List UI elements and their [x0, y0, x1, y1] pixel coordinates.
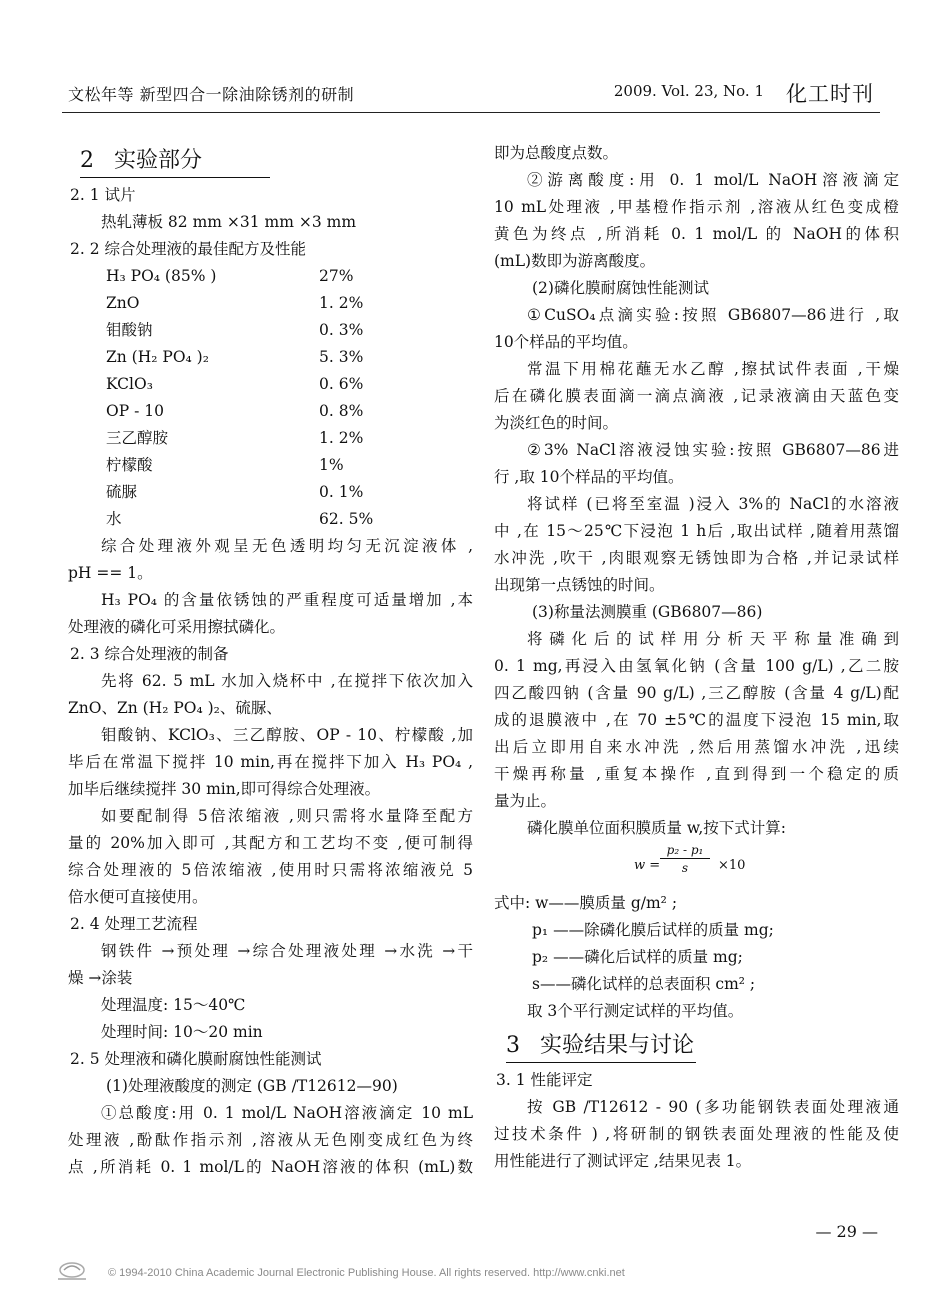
text-line: 如要配制得 5倍浓缩液 ,则只需将水量降至配方	[101, 807, 473, 825]
component-percent: 62. 5%	[319, 510, 374, 528]
text-line: 黄色为终点 ,所消耗 0. 1 mol/L 的 NaOH的体积	[494, 225, 899, 243]
text-line: ①CuSO₄点滴实验:按照 GB6807—86进行 ,取	[527, 306, 899, 324]
text-line: 为淡红色的时间。	[494, 414, 619, 432]
text-line: 燥 →涂装	[68, 969, 133, 987]
text-line: 钢铁件 →预处理 →综合处理液处理 →水洗 →干	[101, 942, 473, 960]
copyright-footer: © 1994-2010 China Academic Journal Electronic Publishing House. All rights reserved. http://www.cnki.net	[108, 1267, 625, 1279]
page-number: — 29 —	[815, 1222, 878, 1241]
component-name: 硫脲	[106, 483, 138, 501]
header-journal: 化工时刊	[786, 82, 874, 106]
text-line: 用性能进行了测试评定 ,结果见表 1。	[494, 1152, 752, 1170]
component-percent: 1. 2%	[319, 429, 364, 447]
text-line: 综合处理液的 5倍浓缩液 ,使用时只需将浓缩液兑 5	[68, 861, 473, 879]
text-line: 按 GB /T12612 - 90 (多功能钢铁表面处理液通	[527, 1098, 899, 1116]
component-percent: 0. 1%	[319, 483, 364, 501]
component-percent: 1%	[319, 456, 344, 474]
text-line: 处理时间: 10～20 min	[101, 1023, 263, 1041]
component-name: Zn (H₂ PO₄ )₂	[106, 348, 209, 366]
component-percent: 0. 8%	[319, 402, 364, 420]
text-line: 先将 62. 5 mL 水加入烧杯中 ,在搅拌下依次加入	[101, 672, 473, 690]
text-line: 成的退膜液中 ,在 70 ±5℃的温度下浸泡 15 min,取	[494, 711, 899, 729]
component-percent: 1. 2%	[319, 294, 364, 312]
component-percent: 27%	[319, 267, 354, 285]
subsection-heading: 2. 1 试片	[70, 186, 136, 204]
formula-table-row	[68, 398, 473, 425]
text-line: 10个样品的平均值。	[494, 333, 638, 351]
formula-table-row	[68, 371, 473, 398]
component-percent: 5. 3%	[319, 348, 364, 366]
text-line: p₂ ——磷化后试样的质量 mg;	[532, 948, 743, 966]
header-rule	[62, 112, 880, 113]
text-line: 式中: w——膜质量 g/m² ;	[494, 894, 678, 912]
running-header	[0, 70, 950, 110]
cnki-logo-icon	[52, 1260, 92, 1282]
formula-table-row	[68, 344, 473, 371]
left-column	[68, 140, 473, 1181]
section-number: 3	[506, 1033, 520, 1058]
formula-denominator: s	[681, 861, 689, 875]
text-line: pH == 1。	[68, 564, 153, 582]
component-name: OP - 10	[106, 402, 164, 420]
formula-table-row	[68, 317, 473, 344]
text-line: (2)磷化膜耐腐蚀性能测试	[532, 279, 709, 297]
header-authors-title: 文松年等 新型四合一除油除锈剂的研制	[68, 85, 355, 104]
formula-table-row	[68, 479, 473, 506]
text-line: H₃ PO₄ 的含量依锈蚀的严重程度可适量增加 ,本	[101, 591, 473, 609]
text-line: 处理温度: 15～40℃	[101, 996, 246, 1014]
text-line: 出现第一点锈蚀的时间。	[494, 576, 665, 594]
right-column	[494, 140, 899, 1175]
header-issue: 2009. Vol. 23, No. 1	[613, 82, 764, 100]
subsection-heading: 2. 3 综合处理液的制备	[70, 645, 229, 663]
formula-numerator: p₂ - p₁	[660, 842, 710, 859]
text-line: 点 ,所消耗 0. 1 mol/L的 NaOH溶液的体积 (mL)数	[68, 1158, 473, 1176]
text-line: ②3% NaCl溶液浸蚀实验:按照 GB6807—86进	[527, 441, 899, 459]
component-name: 三乙醇胺	[106, 429, 169, 447]
text-line: (mL)数即为游离酸度。	[494, 252, 656, 270]
text-line: 处理液的磷化可采用擦拭磷化。	[68, 618, 286, 636]
section-heading	[80, 140, 270, 182]
text-line: 将试样 (已将至室温 )浸入 3%的 NaCl的水溶液	[527, 495, 899, 513]
formula-table-row	[68, 290, 473, 317]
text-line: 将磷化后的试样用分析天平称量准确到	[527, 630, 899, 648]
formula-table-row	[68, 425, 473, 452]
text-line: 量为止。	[494, 792, 557, 810]
component-name: 柠檬酸	[106, 456, 153, 474]
text-line: (1)处理液酸度的测定 (GB /T12612—90)	[106, 1077, 398, 1095]
text-line: 水冲洗 ,吹干 ,肉眼观察无锈蚀即为合格 ,并记录试样	[494, 549, 899, 567]
text-line: 即为总酸度点数。	[494, 144, 619, 162]
subsection-heading: 3. 1 性能评定	[496, 1071, 593, 1089]
formula-table-row	[68, 263, 473, 290]
text-line: 0. 1 mg,再浸入由氢氧化钠 (含量 100 g/L) ,乙二胺	[494, 657, 899, 675]
text-line: p₁ ——除磷化膜后试样的质量 mg;	[532, 921, 774, 939]
component-name: 钼酸钠	[106, 321, 153, 339]
text-line: 综合处理液外观呈无色透明均匀无沉淀液体 ,	[101, 537, 473, 555]
text-line: 后在磷化膜表面滴一滴点滴液 ,记录液滴由天蓝色变	[494, 387, 899, 405]
text-line: 毕后在常温下搅拌 10 min,再在搅拌下加入 H₃ PO₄ ,	[68, 753, 473, 771]
text-line: 四乙酸四钠 (含量 90 g/L) ,三乙醇胺 (含量 4 g/L)配	[494, 684, 899, 702]
text-line: 磷化膜单位面积膜质量 w,按下式计算:	[527, 819, 787, 837]
text-line: 量的 20%加入即可 ,其配方和工艺均不变 ,便可制得	[68, 834, 473, 852]
text-line: 加毕后继续搅拌 30 min,即可得综合处理液。	[68, 780, 381, 798]
text-line: 钼酸钠、KClO₃、三乙醇胺、OP - 10、柠檬酸 ,加	[101, 726, 473, 744]
text-line: 热轧薄板 82 mm ×31 mm ×3 mm	[101, 213, 357, 231]
text-line: 出后立即用自来水冲洗 ,然后用蒸馏水冲洗 ,迅续	[494, 738, 899, 756]
mass-formula	[494, 842, 899, 890]
component-name: H₃ PO₄ (85% )	[106, 267, 217, 285]
component-percent: 0. 6%	[319, 375, 364, 393]
text-line: 常温下用棉花蘸无水乙醇 ,擦拭试件表面 ,干燥	[527, 360, 899, 378]
text-line: 干燥再称量 ,重复本操作 ,直到得到一个稳定的质	[494, 765, 899, 783]
text-line: 中 ,在 15～25℃下浸泡 1 h后 ,取出试样 ,随着用蒸馏	[494, 522, 899, 540]
formula-table-row	[68, 452, 473, 479]
text-line: ②游离酸度:用 0. 1 mol/L NaOH溶液滴定	[527, 171, 899, 189]
formula-fraction	[660, 842, 710, 877]
formula-lhs: w =	[634, 858, 661, 873]
text-line: 处理液 ,酚酞作指示剂 ,溶液从无色刚变成红色为终	[68, 1131, 473, 1149]
section-heading	[506, 1025, 696, 1067]
formula-table-row	[68, 506, 473, 533]
subsection-heading: 2. 5 处理液和磷化膜耐腐蚀性能测试	[70, 1050, 322, 1068]
component-percent: 0. 3%	[319, 321, 364, 339]
text-line: 过技术条件 ) ,将研制的钢铁表面处理液的性能及使	[494, 1125, 899, 1143]
text-line: ①总酸度:用 0. 1 mol/L NaOH溶液滴定 10 mL	[101, 1104, 473, 1122]
subsection-heading: 2. 2 综合处理液的最佳配方及性能	[70, 240, 307, 258]
formula-multiplier: ×10	[718, 858, 746, 873]
text-line: (3)称量法测膜重 (GB6807—86)	[532, 603, 763, 621]
section-number: 2	[80, 148, 94, 173]
text-line: 倍水便可直接使用。	[68, 888, 208, 906]
component-name: KClO₃	[106, 375, 153, 393]
text-line: s——磷化试样的总表面积 cm² ;	[532, 975, 756, 993]
text-line: ZnO、Zn (H₂ PO₄ )₂、硫脲、	[68, 699, 282, 717]
section-title: 实验结果与讨论	[540, 1033, 695, 1058]
section-title: 实验部分	[114, 148, 203, 173]
component-name: 水	[106, 510, 122, 528]
subsection-heading: 2. 4 处理工艺流程	[70, 915, 198, 933]
text-line: 行 ,取 10个样品的平均值。	[494, 468, 684, 486]
text-line: 取 3个平行测定试样的平均值。	[527, 1002, 744, 1020]
component-name: ZnO	[106, 294, 140, 312]
text-line: 10 mL处理液 ,甲基橙作指示剂 ,溶液从红色变成橙	[494, 198, 899, 216]
